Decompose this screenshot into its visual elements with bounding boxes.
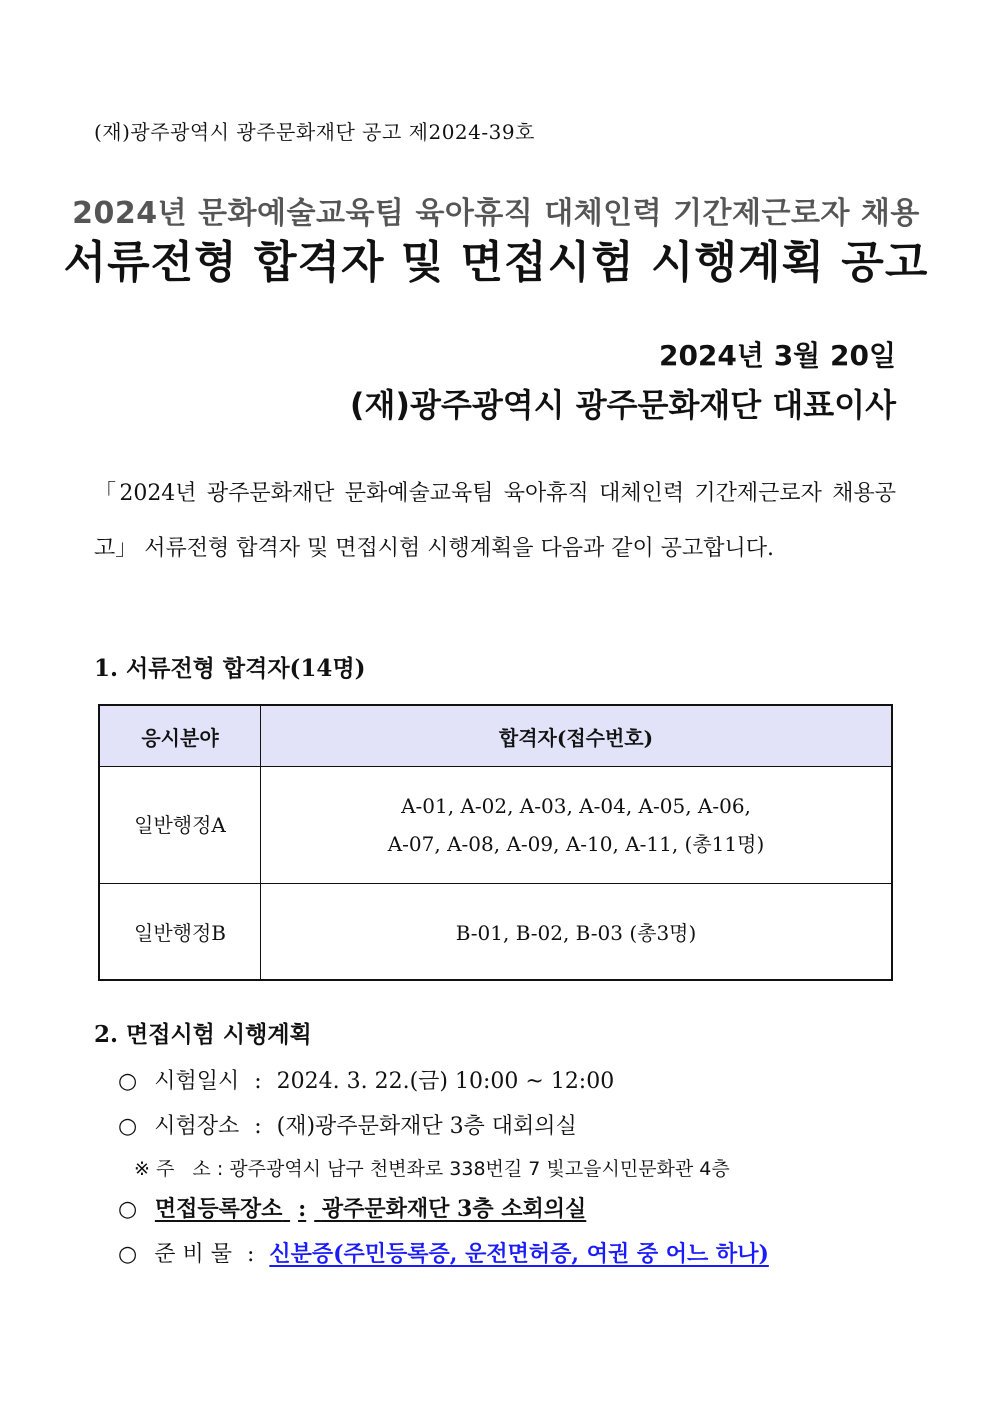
applicants-line: B-01, B-02, B-03 (총3명) [455, 921, 697, 945]
field-cell: 일반행정A [99, 767, 261, 884]
applicants-cell [261, 884, 893, 981]
item-value: 광주문화재단 3층 소회의실 [321, 1196, 587, 1222]
notice-number: (재)광주광역시 광주문화재단 공고 제2024-39호 [94, 120, 535, 144]
header-applicants: 합격자(접수번호) [261, 705, 893, 767]
table-header-row [99, 705, 892, 767]
item-value: 2024. 3. 22.(금) 10:00 ~ 12:00 [276, 1069, 615, 1094]
registration-place-item [118, 1192, 586, 1223]
section2-heading: 2. 면접시험 시행계획 [94, 1021, 312, 1048]
circle-bullet-icon: ○ [118, 1069, 138, 1094]
section1-heading: 1. 서류전형 합격자(14명) [94, 655, 366, 682]
item-colon: : [254, 1114, 262, 1139]
applicants-line: A-07, A-08, A-09, A-10, A-11, (총11명) [387, 832, 765, 856]
document-subtitle: 2024년 문화예술교육팀 육아휴직 대체인력 기간제근로자 채용 [72, 196, 920, 231]
item-label: 면접등록장소 [154, 1196, 283, 1222]
item-label: 시험일시 [154, 1069, 240, 1094]
document-title: 서류전형 합격자 및 면접시험 시행계획 공고 [63, 237, 929, 288]
item-value: 신분증(주민등록증, 운전면허증, 여권 중 어느 하나) [269, 1241, 769, 1267]
header-field: 응시분야 [99, 705, 261, 767]
item-label: 시험장소 [154, 1114, 240, 1139]
address-note: ※ 주 소 : 광주광역시 남구 천변좌로 338번길 7 빛고을시민문화관 4층 [134, 1158, 730, 1180]
intro-paragraph: 「2024년 광주문화재단 문화예술교육팀 육아휴직 대체인력 기간제근로자 채용공고」 서류전형 합격자 및 면접시험 시행계획을 다음과 같이 공고합니다. [94, 481, 896, 561]
item-colon: : [298, 1196, 307, 1222]
circle-bullet-icon: ○ [118, 1114, 138, 1139]
item-value: (재)광주문화재단 3층 대회의실 [276, 1114, 577, 1139]
registration-text [155, 1196, 586, 1222]
exam-datetime-item [118, 1064, 614, 1095]
applicants-line: A-01, A-02, A-03, A-04, A-05, A-06, [401, 794, 751, 818]
exam-place-item [118, 1109, 577, 1140]
issuing-organization: (재)광주광역시 광주문화재단 대표이사 [349, 386, 896, 424]
table-row [99, 884, 892, 981]
item-colon: : [254, 1069, 262, 1094]
item-label: 준 비 물 [154, 1242, 232, 1267]
required-documents-item [118, 1237, 769, 1268]
field-cell: 일반행정B [99, 884, 261, 981]
circle-bullet-icon: ○ [118, 1197, 138, 1222]
circle-bullet-icon: ○ [118, 1242, 138, 1267]
item-colon: : [246, 1242, 255, 1267]
results-table [98, 704, 893, 981]
notice-date: 2024년 3월 20일 [658, 339, 896, 372]
applicants-cell [261, 767, 893, 884]
table-row [99, 767, 892, 884]
